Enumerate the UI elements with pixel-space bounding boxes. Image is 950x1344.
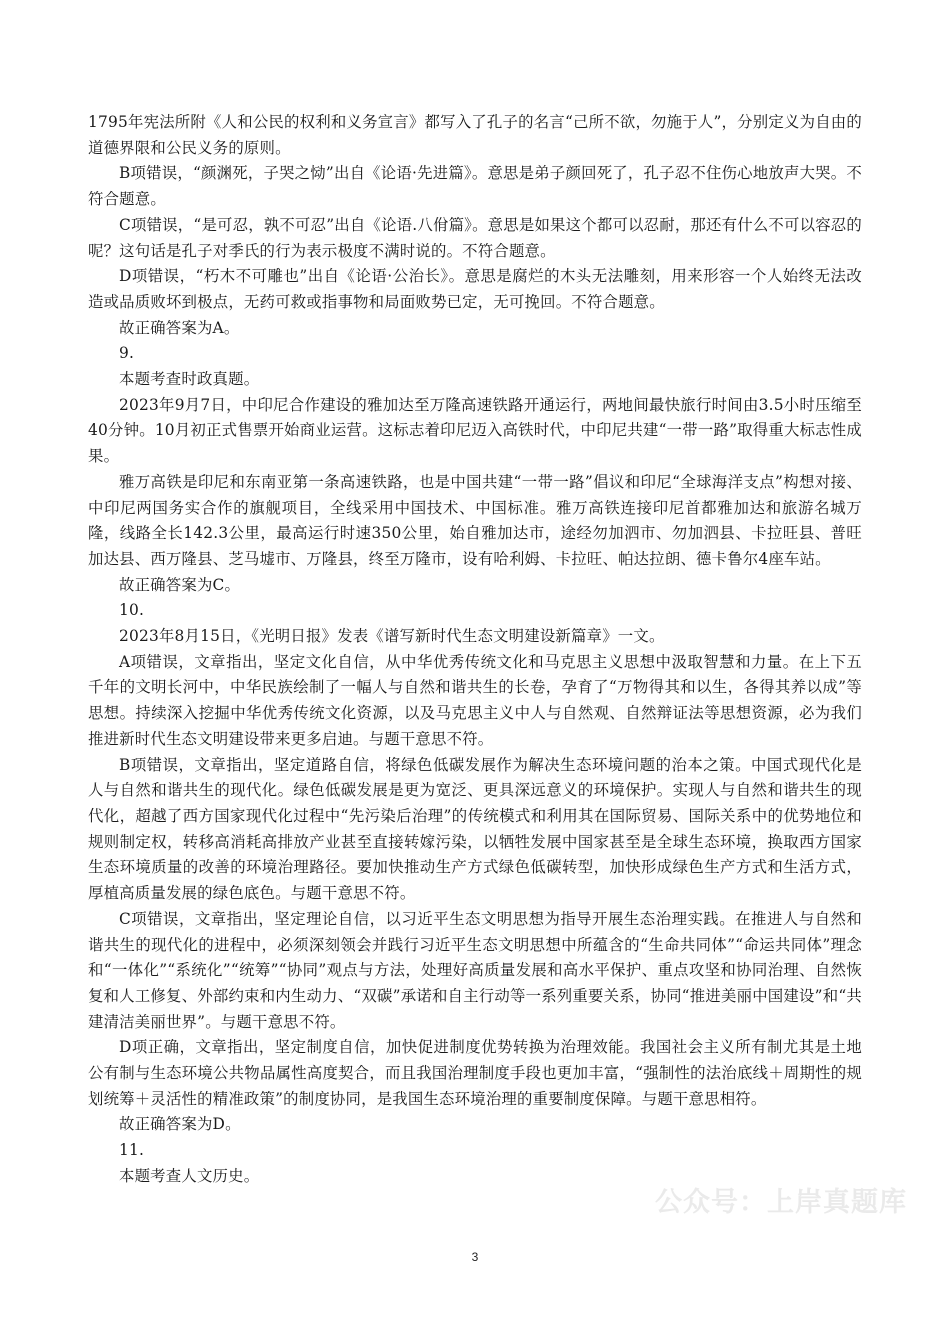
answer-line: 故正确答案为D。 [119,1115,241,1134]
paragraph-continuation: 1795年宪法所附《人和公民的权利和义务宣言》都写入了孔子的名言“己所不欲，勿施于人”，分别定义为自由的道德界限和公民义务的原则。 [88,113,862,157]
watermark: 公众号：上岸真题库 [655,1187,907,1218]
question-topic: 本题考查时政真题。 [119,370,260,389]
paragraph-option-c: C项错误，文章指出，坚定理论自信，以习近平生态文明思想为指导开展生态治理实践。在推进人与自然和谐共生的现代化的进程中，必须深刻领会并践行习近平生态文明思想中所蕴含的“生命共同体”“命运共同体”理念和“一体化”“系统化”“统筹”“协同”观点与方法，处理好高质量发展和高水平保护、重点攻坚和协同治理、自然恢复和人工修复、外部约束和内生动力、“双碳”承诺和自主行动等一系列重要关系，协同“推进美丽中国建设”和“共建清洁美丽世界”。与题干意思不符。 [88,909,862,1031]
question-number: 10. [119,601,145,620]
paragraph-option-c: C项错误，“是可忍，孰不可忍”出自《论语.八佾篇》。意思是如果这个都可以忍耐，那还有什么不可以容忍的呢？这句话是孔子对季氏的行为表示极度不满时说的。不符合题意。 [88,215,862,260]
paragraph-explanation: 2023年8月15日，《光明日报》发表《谱写新时代生态文明建设新篇章》一文。 [119,627,665,646]
paragraph-explanation: 2023年9月7日，中印尼合作建设的雅加达至万隆高速铁路开通运行，两地间最快旅行时间由3.5小时压缩至40分钟。10月初正式售票开始商业运营。这标志着印尼迈入高铁时代，中印尼共建“一带一路”取得重大标志性成果。 [88,395,862,466]
page-number: 3 [471,1250,479,1264]
paragraph-explanation: 雅万高铁是印尼和东南亚第一条高速铁路，也是中国共建“一带一路”倡议和印尼“全球海洋支点”构想对接、中印尼两国务实合作的旗舰项目，全线采用中国技术、中国标准。雅万高铁连接印尼首都雅加达和旅游名城万隆，线路全长142.3公里，最高运行时速350公里，始自雅加达市，途经勿加泗市、勿加泗县、卡拉旺县、普旺加达县、西万隆县、芝马墟市、万隆县，终至万隆市，设有哈利姆、卡拉旺、帕达拉朗、德卡鲁尔4座车站。 [88,472,862,568]
paragraph-option-b: B项错误，“颜渊死，子哭之恸”出自《论语·先进篇》。意思是弟子颜回死了，孔子忍不住伤心地放声大哭。不符合题意。 [88,164,862,209]
paragraph-option-a: A项错误，文章指出，坚定文化自信，从中华优秀传统文化和马克思主义思想中汲取智慧和力量。在上下五千年的文明长河中，中华民族绘制了一幅人与自然和谐共生的长卷，孕育了“万物得其和以生，各得其养以成”等思想。持续深入挖掘中华优秀传统文化资源，以及马克思主义中人与自然观、自然辩证法等思想资源，必为我们推进新时代生态文明建设带来更多启迪。与题干意思不符。 [88,652,862,748]
question-number: 11. [119,1141,145,1160]
paragraph-option-b: B项错误，文章指出，坚定道路自信，将绿色低碳发展作为解决生态环境问题的治本之策。中国式现代化是人与自然和谐共生的现代化。绿色低碳发展是更为宽泛、更具深远意义的环境保护。实现人与自然和谐共生的现代化，超越了西方国家现代化过程中“先污染后治理”的传统模式和利用其在国际贸易、国际关系中的优势地位和规则制定权，转移高消耗高排放产业甚至直接转嫁污染，以牺牲发展中国家甚至是全球生态环境，换取西方国家生态环境质量的改善的环境治理路径。要加快推动生产方式绿色低碳转型，加快形成绿色生产方式和生活方式，厚植高质量发展的绿色底色。与题干意思不符。 [88,755,862,903]
answer-line: 故正确答案为C。 [119,575,241,594]
answer-line: 故正确答案为A。 [119,318,240,337]
document-body [88,110,862,1190]
question-number: 9. [119,344,135,363]
paragraph-option-d: D项正确，文章指出，坚定制度自信，加快促进制度优势转换为治理效能。我国社会主义所有制尤其是土地公有制与生态环境公共物品属性高度契合，而且我国治理制度手段也更加丰富，“强制性的法治底线＋周期性的规划统筹＋灵活性的精准政策”的制度协同，是我国生态环境治理的重要制度保障。与题干意思相符。 [88,1038,862,1108]
paragraph-option-d: D项错误，“朽木不可雕也”出自《论语·公治长》。意思是腐烂的木头无法雕刻，用来形容一个人始终无法改造或品质败坏到极点，无药可救或指事物和局面败势已定，无可挽回。不符合题意。 [88,267,862,311]
question-topic: 本题考查人文历史。 [119,1166,260,1185]
